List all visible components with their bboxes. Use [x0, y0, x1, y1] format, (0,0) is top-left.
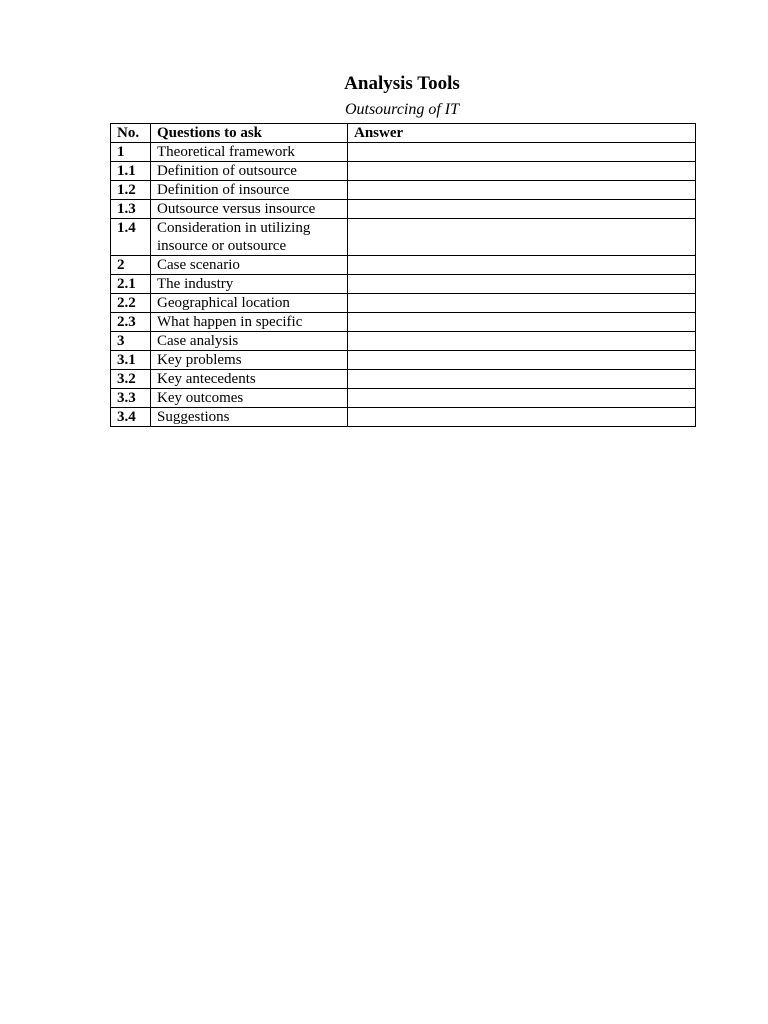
row-question: Key problems [151, 351, 348, 370]
table-row [111, 256, 696, 275]
row-question: Outsource versus insource [151, 200, 348, 219]
row-answer-cell[interactable] [348, 332, 696, 351]
row-question: Definition of insource [151, 181, 348, 200]
row-answer-cell[interactable] [348, 313, 696, 332]
row-question: Case analysis [151, 332, 348, 351]
row-number: 2.1 [111, 275, 151, 294]
row-number: 3.3 [111, 389, 151, 408]
row-answer-cell[interactable] [348, 275, 696, 294]
table-row [111, 370, 696, 389]
table-row [111, 351, 696, 370]
row-answer-cell[interactable] [348, 162, 696, 181]
row-number: 1.1 [111, 162, 151, 181]
table-row [111, 219, 696, 256]
table-row [111, 313, 696, 332]
table-row [111, 332, 696, 351]
table-row [111, 389, 696, 408]
column-header-no: No. [111, 124, 151, 143]
row-question: Key antecedents [151, 370, 348, 389]
row-answer-cell[interactable] [348, 200, 696, 219]
table-row [111, 200, 696, 219]
row-answer-cell[interactable] [348, 389, 696, 408]
page-title: Analysis Tools [344, 73, 460, 94]
row-answer-cell[interactable] [348, 143, 696, 162]
row-question: The industry [151, 275, 348, 294]
table-row [111, 408, 696, 427]
table-row [111, 181, 696, 200]
row-number: 1.3 [111, 200, 151, 219]
row-question: Suggestions [151, 408, 348, 427]
row-answer-cell[interactable] [348, 370, 696, 389]
row-question: Consideration in utilizing insource or outsource [151, 219, 348, 256]
row-question: Theoretical framework [151, 143, 348, 162]
row-answer-cell[interactable] [348, 408, 696, 427]
row-question: Definition of outsource [151, 162, 348, 181]
table-row [111, 162, 696, 181]
row-answer-cell[interactable] [348, 219, 696, 256]
row-number: 1.2 [111, 181, 151, 200]
column-header-question: Questions to ask [151, 124, 348, 143]
row-number: 1 [111, 143, 151, 162]
row-number: 3.1 [111, 351, 151, 370]
row-number: 2 [111, 256, 151, 275]
row-number: 2.2 [111, 294, 151, 313]
table-header-row [111, 124, 696, 143]
row-question: What happen in specific [151, 313, 348, 332]
analysis-table [110, 123, 696, 427]
row-number: 3.4 [111, 408, 151, 427]
row-answer-cell[interactable] [348, 256, 696, 275]
row-question: Key outcomes [151, 389, 348, 408]
table-row [111, 294, 696, 313]
column-header-answer: Answer [348, 124, 696, 143]
row-number: 1.4 [111, 219, 151, 256]
row-question: Geographical location [151, 294, 348, 313]
row-number: 3 [111, 332, 151, 351]
row-number: 2.3 [111, 313, 151, 332]
row-answer-cell[interactable] [348, 181, 696, 200]
page-subtitle: Outsourcing of IT [344, 101, 460, 118]
row-answer-cell[interactable] [348, 294, 696, 313]
table-row [111, 275, 696, 294]
table-row [111, 143, 696, 162]
row-answer-cell[interactable] [348, 351, 696, 370]
row-number: 3.2 [111, 370, 151, 389]
row-question: Case scenario [151, 256, 348, 275]
